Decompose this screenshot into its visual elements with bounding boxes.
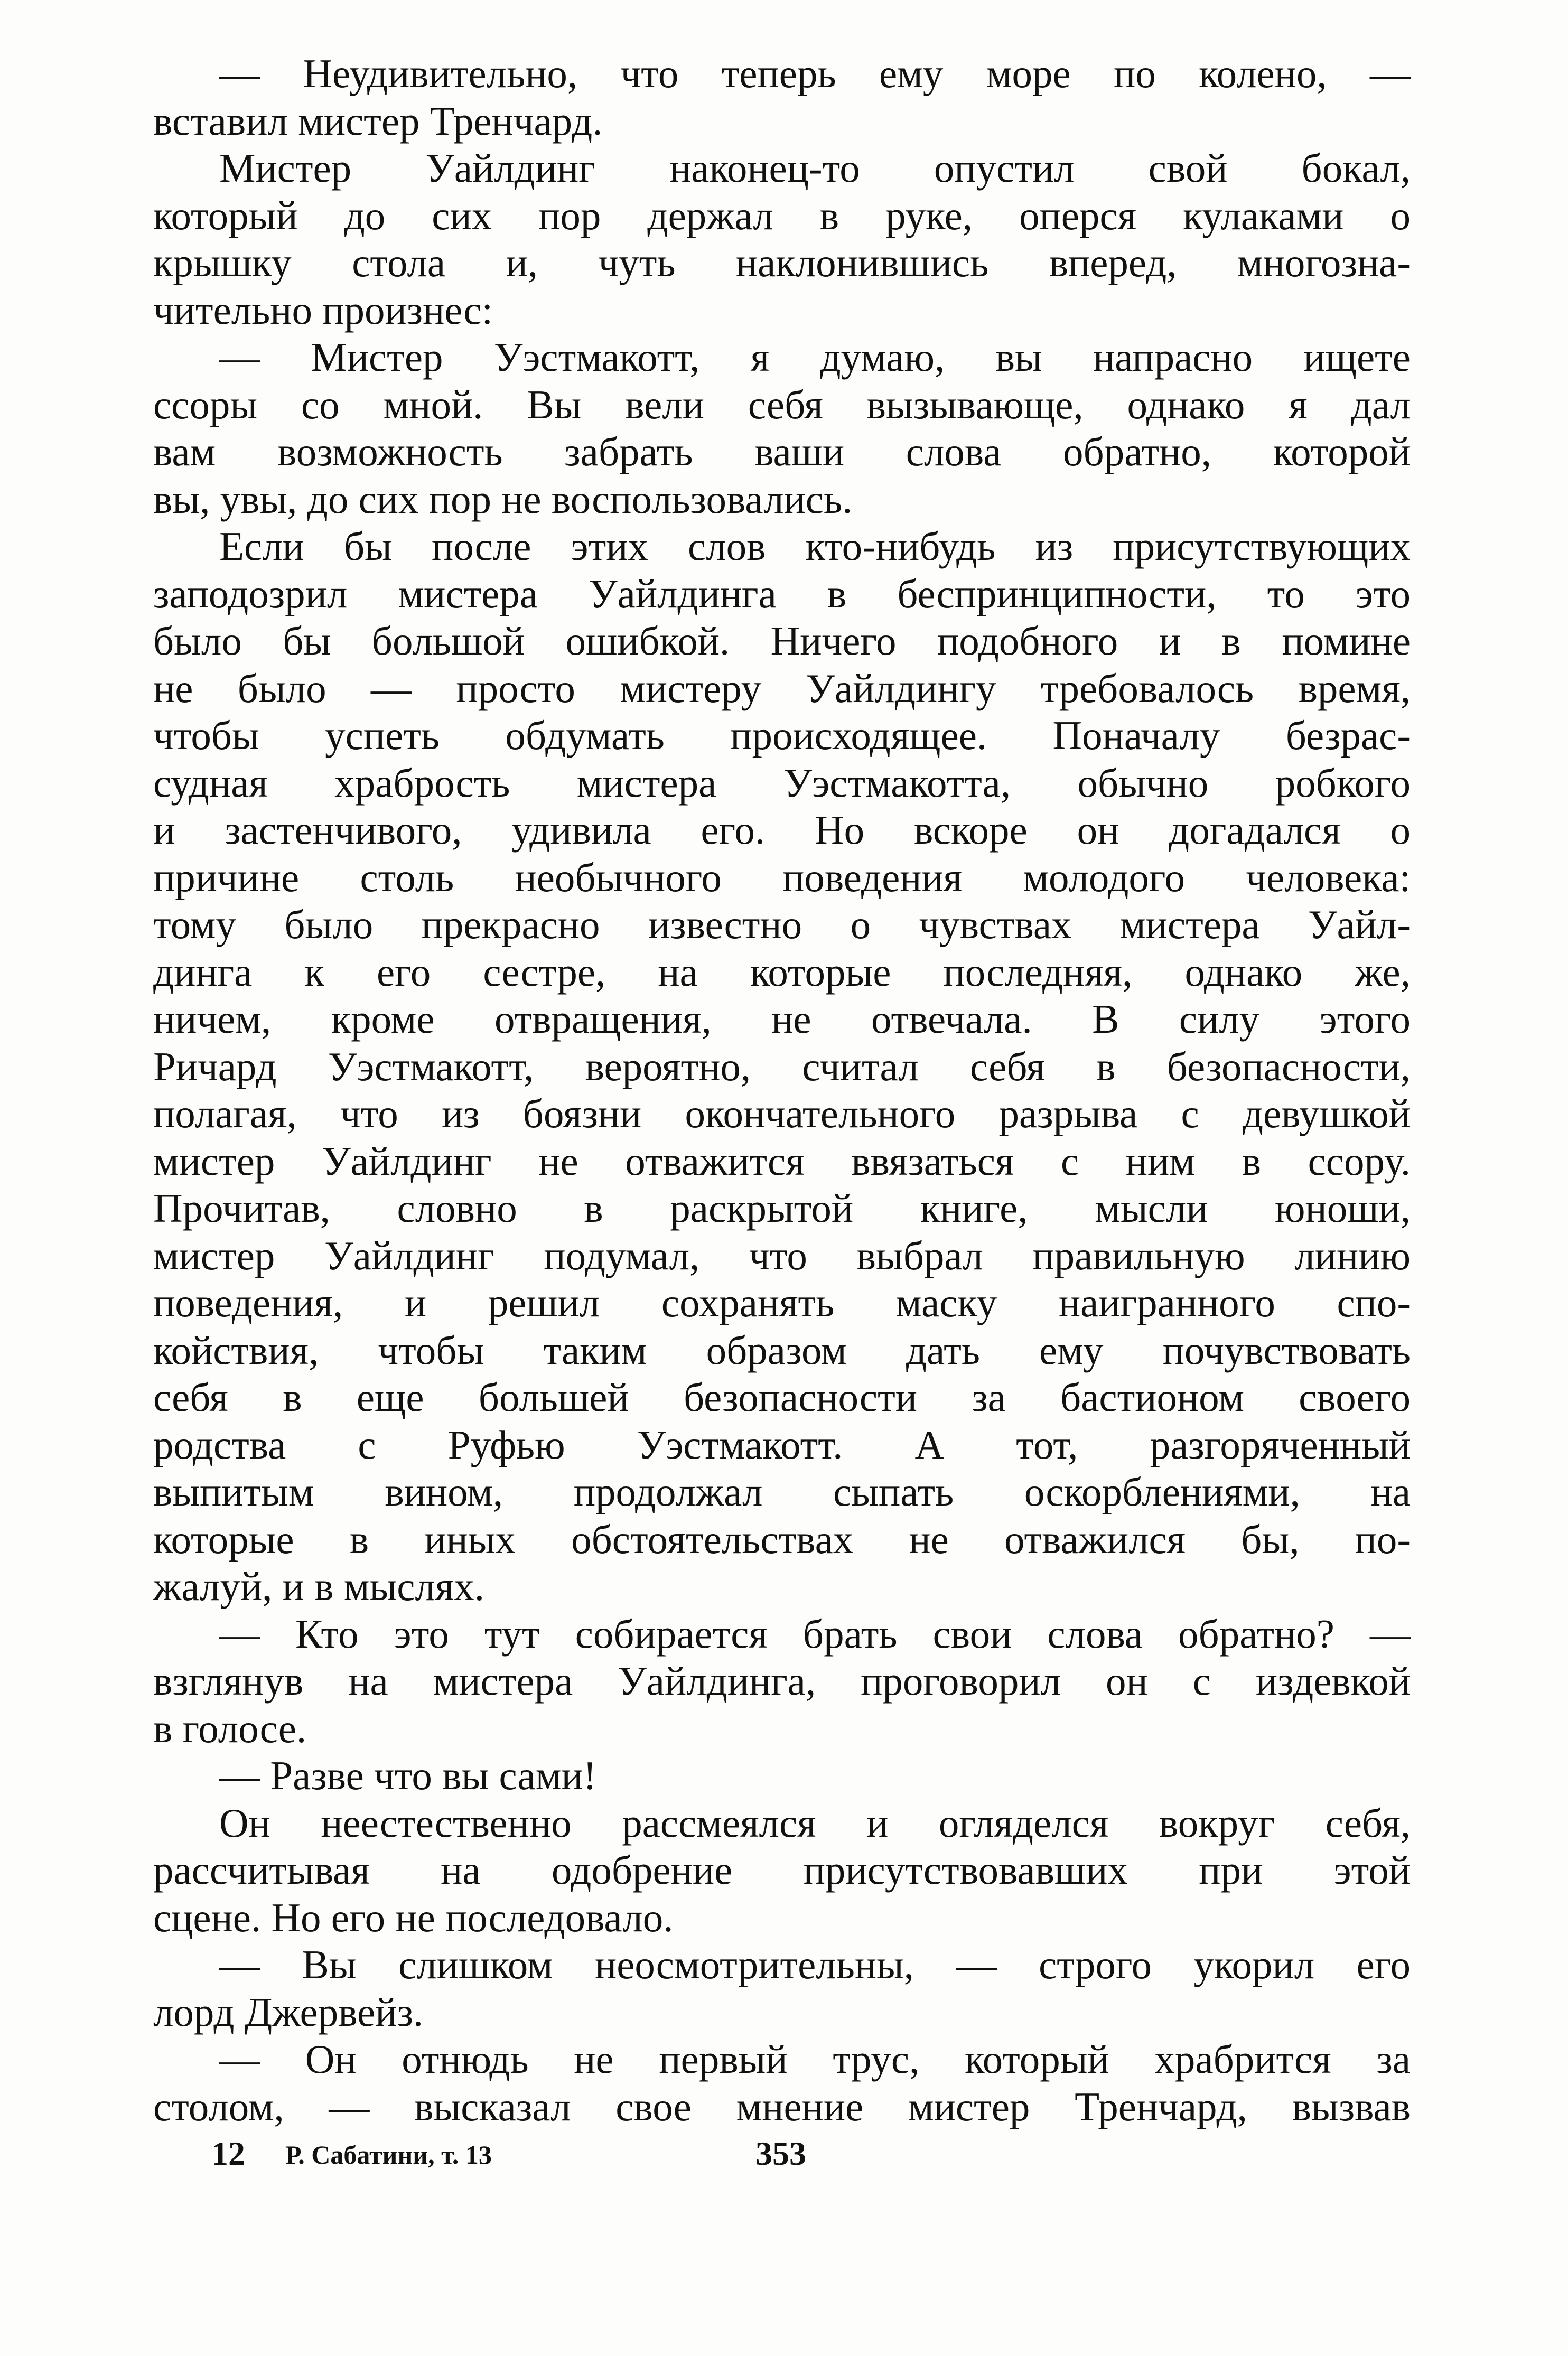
text-line: — Мистер Уэстмакотт, я думаю, вы напрасно ищете: [219, 334, 1411, 380]
text-line: тому было прекрасно известно о чувствах мистера Уайл-: [153, 902, 1411, 947]
text-line: — Разве что вы сами!: [219, 1753, 597, 1798]
text-line: которые в иных обстоятельствах не отважился бы, по-: [153, 1516, 1411, 1562]
text-line: динга к его сестре, на которые последняя, однако же,: [153, 949, 1411, 995]
text-line: сцене. Но его не последовало.: [153, 1894, 674, 1940]
text-line: себя в еще большей безопасности за бастионом своего: [153, 1375, 1411, 1420]
text-line: причине столь необычного поведения молодого человека:: [153, 854, 1411, 900]
text-line: чительно произнес:: [153, 287, 493, 333]
text-line: — Неудивительно, что теперь ему море по колено, —: [219, 51, 1411, 96]
text-line: жалуй, и в мыслях.: [153, 1564, 484, 1609]
text-line: Прочитав, словно в раскрытой книге, мысли юноши,: [153, 1185, 1411, 1231]
text-line: мистер Уайлдинг подумал, что выбрал правильную линию: [153, 1232, 1411, 1278]
text-line: вставил мистер Тренчард.: [153, 98, 603, 144]
text-line: взглянув на мистера Уайлдинга, проговорил он с издевкой: [153, 1658, 1411, 1704]
text-line: Он неестественно рассмеялся и огляделся вокруг себя,: [219, 1800, 1411, 1846]
text-line: крышку стола и, чуть наклонившись вперед, многозна-: [153, 240, 1411, 285]
text-line: поведения, и решил сохранять маску наигранного спо-: [153, 1280, 1411, 1325]
text-line: столом, — высказал свое мнение мистер Тренчард, вызвав: [153, 2083, 1411, 2129]
text-line: выпитым вином, продолжал сыпать оскорблениями, на: [153, 1469, 1411, 1514]
text-line: было бы большой ошибкой. Ничего подобного и в помине: [153, 618, 1411, 663]
text-line: не было — просто мистеру Уайлдингу требовалось время,: [153, 665, 1411, 711]
text-line: заподозрил мистера Уайлдинга в беспринципности, то это: [153, 571, 1411, 616]
text-line: Мистер Уайлдинг наконец-то опустил свой бокал,: [219, 145, 1411, 191]
text-line: ничем, кроме отвращения, не отвечала. В силу этого: [153, 996, 1411, 1042]
text-line: Если бы после этих слов кто-нибудь из присутствующих: [219, 523, 1411, 569]
text-line: родства с Руфью Уэстмакотт. А тот, разгоряченный: [153, 1422, 1411, 1467]
signature-number: 12: [211, 2135, 245, 2172]
text-line: вам возможность забрать ваши слова обратно, которой: [153, 429, 1411, 474]
text-line: чтобы успеть обдумать происходящее. Поначалу безрас-: [153, 713, 1411, 758]
page-footer: [0, 2134, 1568, 2182]
text-line: койствия, чтобы таким образом дать ему почувствовать: [153, 1327, 1411, 1373]
text-line: рассчитывая на одобрение присутствовавших при этой: [153, 1847, 1411, 1893]
text-line: который до сих пор держал в руке, оперся кулаками о: [153, 192, 1411, 238]
text-line: полагая, что из боязни окончательного разрыва с девушкой: [153, 1091, 1411, 1136]
text-line: лорд Джервейз.: [153, 1989, 424, 2035]
page-number: 353: [755, 2135, 806, 2172]
text-line: — Он отнюдь не первый трус, который храбрится за: [219, 2036, 1411, 2082]
text-line: и застенчивого, удивила его. Но вскоре он догадался о: [153, 807, 1411, 853]
body-text: [153, 50, 1411, 2130]
text-line: вы, увы, до сих пор не воспользовались.: [153, 476, 853, 522]
text-line: ссоры со мной. Вы вели себя вызывающе, однако я дал: [153, 381, 1411, 427]
text-line: мистер Уайлдинг не отважится ввязаться с ним в ссору.: [153, 1138, 1411, 1184]
text-line: — Вы слишком неосмотрительны, — строго укорил его: [219, 1942, 1411, 1987]
text-line: Ричард Уэстмакотт, вероятно, считал себя в безопасности,: [153, 1043, 1411, 1089]
signature-text: Р. Сабатини, т. 13: [285, 2140, 492, 2170]
text-line: — Кто это тут собирается брать свои слова обратно? —: [219, 1611, 1411, 1657]
text-line: в голосе.: [153, 1705, 307, 1751]
text-line: судная храбрость мистера Уэстмакотта, обычно робкого: [153, 760, 1411, 806]
